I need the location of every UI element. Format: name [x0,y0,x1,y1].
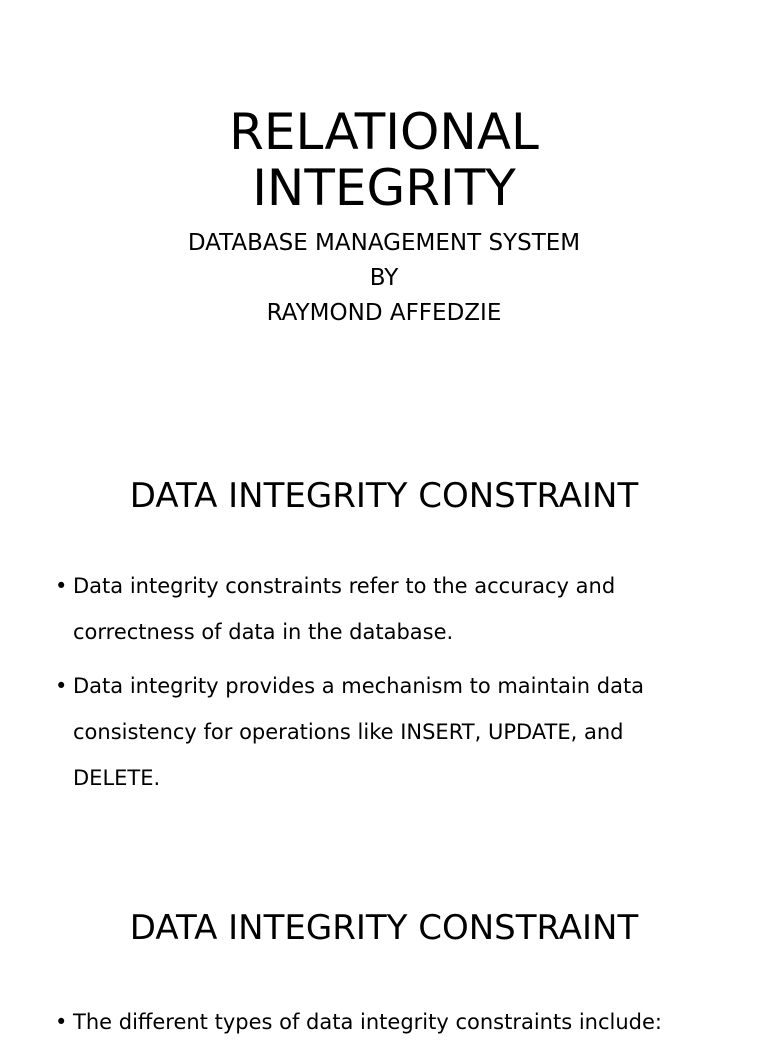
content-slide [0,432,768,832]
bullet-text: The different types of data integrity constraints include: [73,1010,662,1034]
bullet-text: Data integrity provides a mechanism to maintain data consistency for operations like INSERT, UPDATE, and DELETE. [73,674,645,790]
presentation-subtitle [0,226,768,331]
bullet-item [55,563,705,655]
bullet-item [55,663,705,801]
presentation-title [0,104,768,216]
bullet-dot-icon: • [55,1010,68,1034]
bullet-list [55,563,705,809]
subtitle-line: DATABASE MANAGEMENT SYSTEM [187,230,581,256]
slide-heading: DATA INTEGRITY CONSTRAINT [129,476,639,516]
bullet-dot-icon: • [55,574,68,598]
title-line: RELATIONAL [229,103,539,161]
subtitle-line: RAYMOND AFFEDZIE [266,300,502,326]
title-slide [0,0,768,400]
bullet-text: Data integrity constraints refer to the accuracy and correctness of data in the database. [73,574,616,644]
title-line: INTEGRITY [252,159,516,217]
bullet-dot-icon: • [55,674,68,698]
bullet-list [55,999,705,1053]
subtitle-line: BY [369,265,399,291]
content-slide [0,864,768,1034]
slide-heading: DATA INTEGRITY CONSTRAINT [129,908,639,948]
bullet-item [55,999,705,1045]
